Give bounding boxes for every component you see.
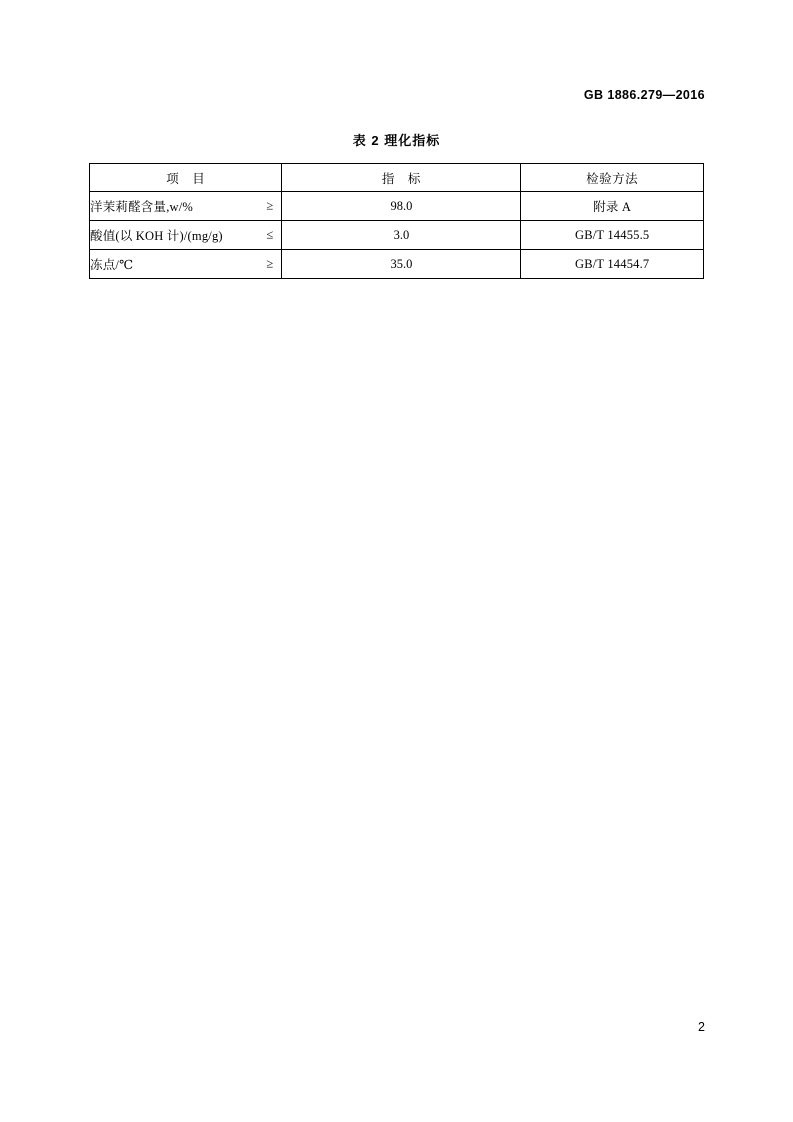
row-item-symbol: ≥ xyxy=(266,256,274,271)
row-index-value: 3.0 xyxy=(282,221,521,250)
physicochemical-index-table xyxy=(89,163,704,279)
table-row xyxy=(90,221,704,250)
row-item-label: 酸值(以 KOH 计)/(mg/g) xyxy=(90,229,223,243)
row-item-symbol: ≥ xyxy=(266,198,274,213)
row-method-value: GB/T 14454.7 xyxy=(521,250,704,279)
row-item-label: 冻点/℃ xyxy=(90,258,134,272)
column-header-method: 检验方法 xyxy=(521,164,704,192)
row-item-cell xyxy=(90,192,282,221)
table-header-row xyxy=(90,164,704,192)
page-number: 2 xyxy=(698,1020,705,1034)
table-title: 表 2 理化指标 xyxy=(352,133,441,148)
row-item-symbol: ≤ xyxy=(266,227,274,242)
row-item-cell xyxy=(90,221,282,250)
table-row xyxy=(90,250,704,279)
row-index-value: 35.0 xyxy=(282,250,521,279)
row-item-cell xyxy=(90,250,282,279)
table-row xyxy=(90,192,704,221)
column-header-item: 项 目 xyxy=(90,164,282,192)
column-header-index: 指 标 xyxy=(282,164,521,192)
row-method-value: GB/T 14455.5 xyxy=(521,221,704,250)
standard-code-header: GB 1886.279—2016 xyxy=(583,88,705,102)
row-index-value: 98.0 xyxy=(282,192,521,221)
row-method-value: 附录 A xyxy=(521,192,704,221)
row-item-label: 洋茉莉醛含量,w/% xyxy=(90,200,194,214)
